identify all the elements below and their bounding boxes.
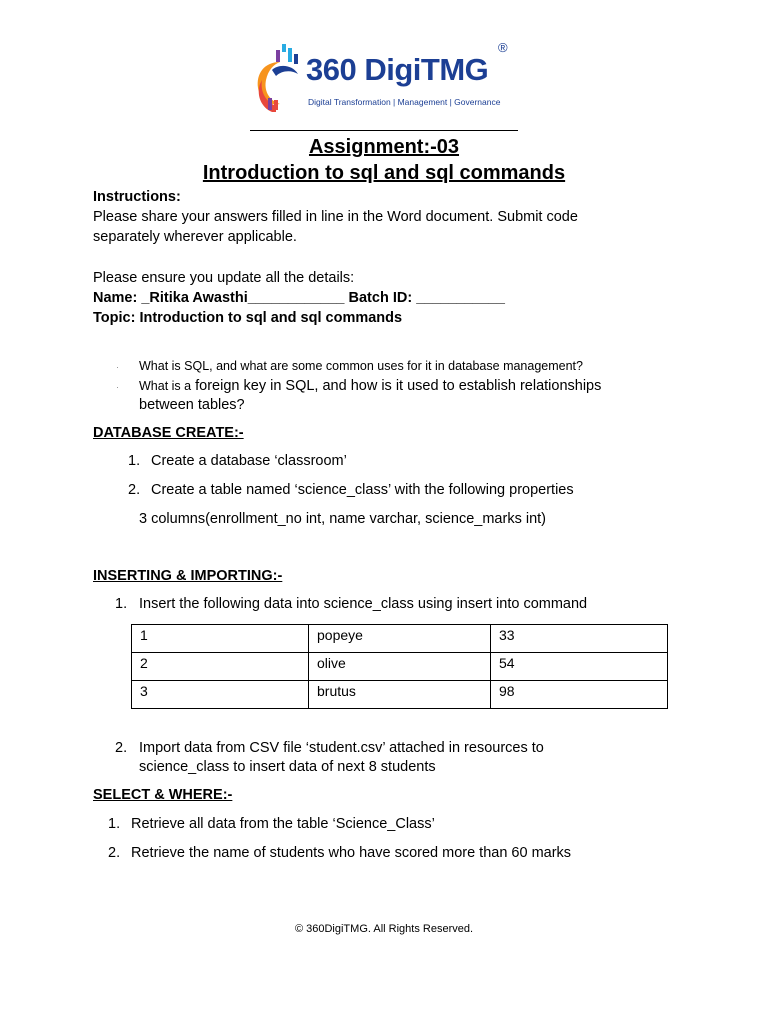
table-cell: 98 [491,681,668,709]
table-cell: 2 [132,653,309,681]
select-item-2-num: 2. [108,845,121,861]
db-create-item-2: Create a table named ‘science_class’ with the following properties [151,482,574,498]
table-cell: 1 [132,625,309,653]
question-1: What is SQL, and what are some common uses for it in database management? [139,359,583,373]
select-item-1: Retrieve all data from the table ‘Science_Class’ [131,816,435,832]
db-create-item-1: Create a database ‘classroom’ [151,453,347,469]
assignment-title: Assignment:-03 [308,136,460,158]
topic-line: Topic: Introduction to sql and sql commands [93,310,403,326]
table-row [132,681,668,709]
columns-note: 3 columns(enrollment_no int, name varchar, science_marks int) [139,511,546,527]
insert-item-1-num: 1. [115,596,128,612]
ensure-details-text: Please ensure you update all the details: [93,270,355,286]
database-create-heading: DATABASE CREATE:- [93,425,244,441]
table-cell: 33 [491,625,668,653]
db-create-item-2-num: 2. [128,482,141,498]
table-cell: olive [309,653,491,681]
select-where-heading: SELECT & WHERE:- [93,787,233,803]
table-cell: popeye [309,625,491,653]
select-item-1-num: 1. [108,816,121,832]
registered-mark: ® [498,40,508,55]
db-create-item-1-num: 1. [128,453,141,469]
instructions-heading: Instructions: [93,189,181,205]
student-data-table [131,624,668,709]
table-cell: 54 [491,653,668,681]
table-cell: brutus [309,681,491,709]
question-2-prefix: What is a [139,379,192,393]
logo-mark-icon [252,40,308,112]
question-2-line-2: between tables? [139,397,245,413]
inserting-heading: INSERTING & IMPORTING:- [93,568,283,584]
bullet-icon: · [116,382,119,392]
insert-item-2: Import data from CSV file ‘student.csv’ attached in resources to [139,740,544,756]
instructions-line-2: separately wherever applicable. [93,229,297,245]
copyright-footer: © 360DigiTMG. All Rights Reserved. [294,923,474,935]
table-cell: 3 [132,681,309,709]
insert-item-2-line-2: science_class to insert data of next 8 students [139,759,436,775]
select-item-2: Retrieve the name of students who have scored more than 60 marks [131,845,572,861]
title-rule [250,130,518,131]
question-2-text: foreign key in SQL, and how is it used to establish relationships [195,378,602,394]
insert-item-2-num: 2. [115,740,128,756]
logo-tagline: Digital Transformation | Management | Governance [308,97,501,107]
name-batch-line: Name: _Ritika Awasthi____________ Batch ID: ___________ [93,290,505,306]
instructions-line-1: Please share your answers filled in line in the Word document. Submit code [93,209,578,225]
table-row [132,625,668,653]
table-row [132,653,668,681]
company-logo [252,40,522,112]
question-2 [139,378,601,394]
bullet-icon: · [116,362,119,372]
insert-item-1: Insert the following data into science_class using insert into command [139,596,588,612]
logo-brand-text: 360 DigiTMG [306,52,489,87]
document-subtitle: Introduction to sql and sql commands [202,162,566,184]
